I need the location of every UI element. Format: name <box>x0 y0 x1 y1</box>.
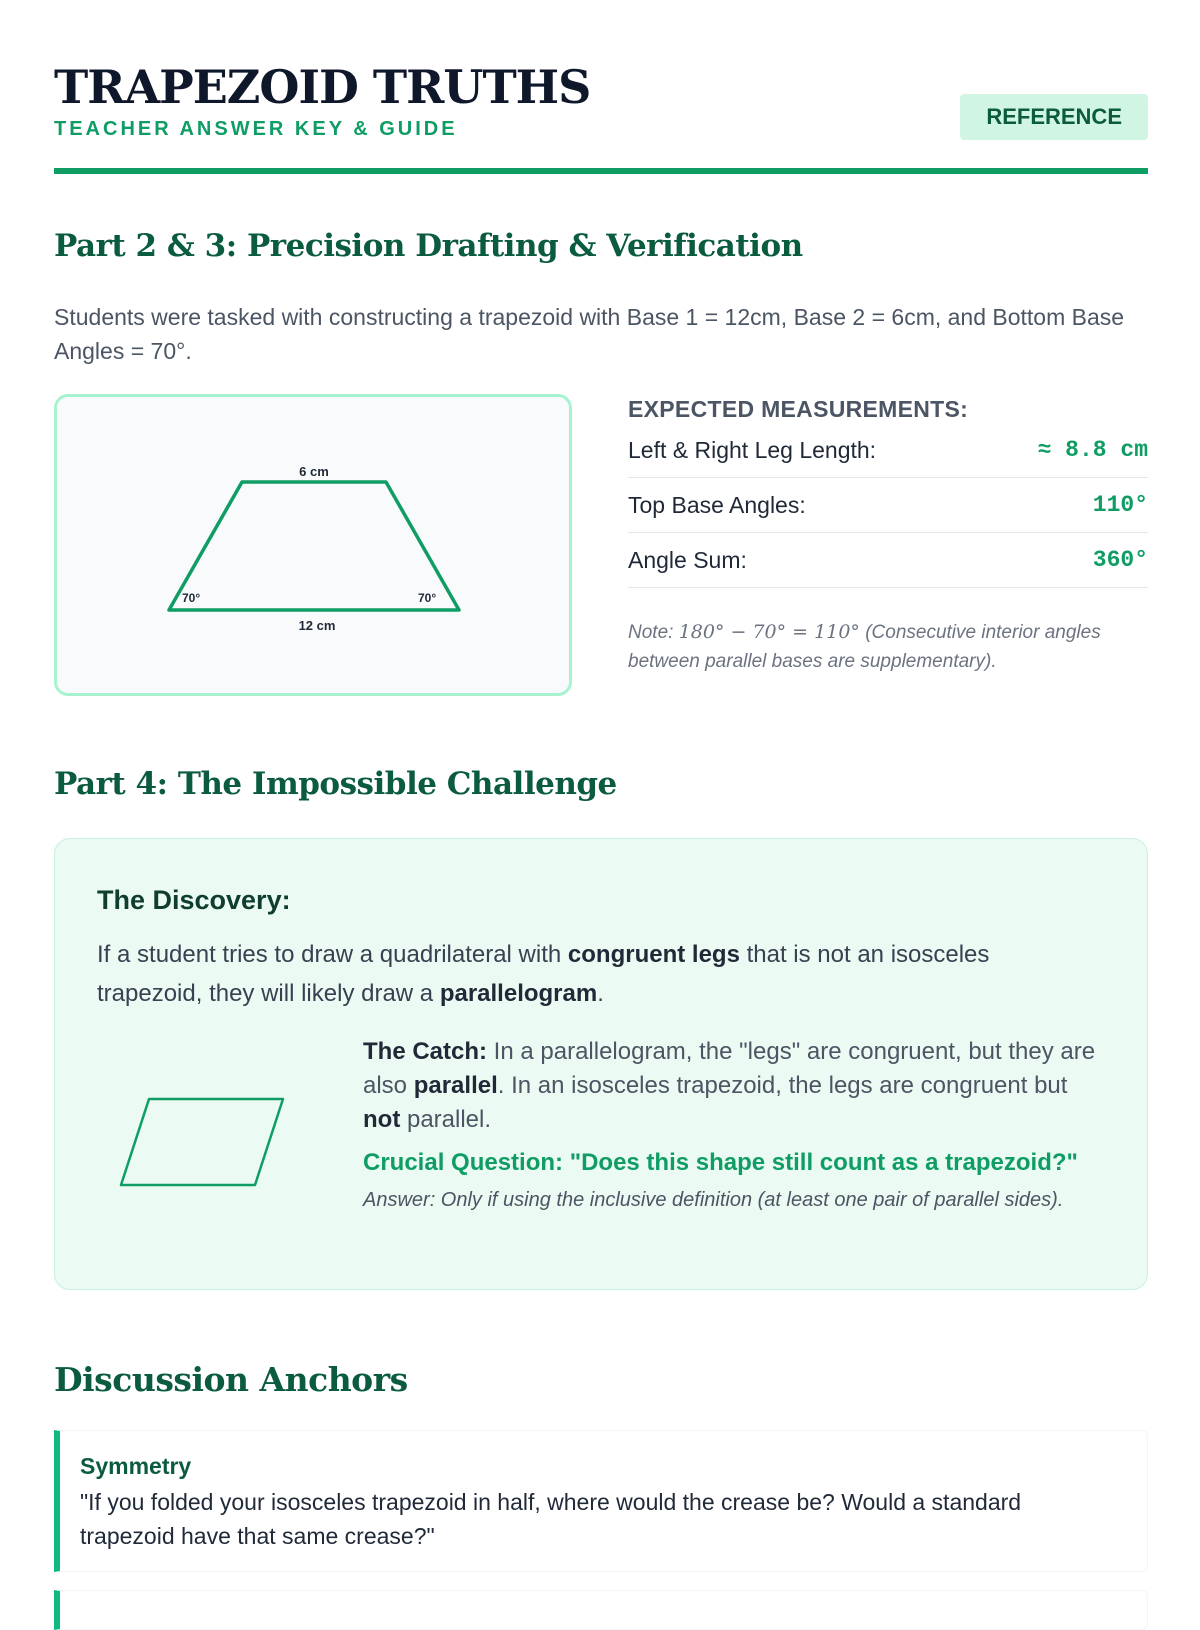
page-header <box>54 56 1148 174</box>
part23-heading: Part 2 & 3: Precision Drafting & Verification <box>54 228 803 264</box>
crucial-question: Crucial Question: "Does this shape still count as a trapezoid?" <box>363 1149 1078 1176</box>
discussion-anchor-symmetry <box>54 1430 1148 1572</box>
trapezoid-shape <box>169 482 459 610</box>
discovery-text-part: . <box>597 980 604 1007</box>
measurement-row <box>628 533 1148 588</box>
catch-label: The Catch: <box>363 1038 488 1065</box>
note-math: 180° − 70° = 110° <box>678 621 860 643</box>
catch-emphasis: not <box>363 1106 401 1133</box>
catch-text-part: . In an isosceles trapezoid, the legs are congruent but <box>497 1072 1068 1099</box>
catch-text-part: In a parallelogram, the "legs" are congruent, but they are also <box>363 1038 1096 1099</box>
measurement-label: Angle Sum: <box>628 546 747 573</box>
catch-text <box>363 1035 1103 1137</box>
discovery-emphasis: parallelogram <box>439 980 598 1007</box>
note-prefix: Note: <box>628 622 679 643</box>
discussion-heading: Discussion Anchors <box>54 1360 408 1399</box>
anchor-text: "If you folded your isosceles trapezoid in half, where would the crease be? Would a standard trapezoid have that same crease?" <box>80 1489 1022 1549</box>
trapezoid-diagram <box>57 397 569 693</box>
reference-badge: REFERENCE <box>960 94 1148 140</box>
part4-heading: Part 4: The Impossible Challenge <box>54 766 617 802</box>
measurement-label: Top Base Angles: <box>628 491 806 518</box>
right-angle-label: 70° <box>418 591 437 605</box>
discovery-text <box>97 935 1057 1013</box>
left-angle-label: 70° <box>182 591 201 605</box>
discovery-panel <box>54 838 1148 1290</box>
discussion-anchor-next <box>54 1590 1148 1630</box>
measurement-value: 360° <box>1092 547 1148 573</box>
measurement-value: 110° <box>1092 492 1148 518</box>
measurement-value: ≈ 8.8 cm <box>1037 437 1148 463</box>
trapezoid-figure-card <box>54 394 572 696</box>
parallelogram-shape <box>121 1099 283 1185</box>
discovery-title: The Discovery: <box>97 885 291 915</box>
measurement-note <box>628 618 1148 676</box>
page-title: TRAPEZOID TRUTHS <box>54 60 591 114</box>
measurement-label: Left & Right Leg Length: <box>628 436 877 463</box>
question-answer: Answer: Only if using the inclusive definition (at least one pair of parallel sides). <box>363 1189 1064 1211</box>
measurement-row <box>628 478 1148 533</box>
discovery-text-part: that is not an isosceles trapezoid, they will likely draw a <box>97 941 990 1007</box>
anchor-title: Symmetry <box>80 1453 192 1479</box>
part23-intro: Students were tasked with constructing a trapezoid with Base 1 = 12cm, Base 2 = 6cm, and Bottom Base Angles = 70°. <box>54 304 1125 364</box>
measurement-row <box>628 423 1148 478</box>
top-base-label: 6 cm <box>299 464 329 479</box>
parallelogram-diagram <box>115 1089 295 1189</box>
catch-text-part: parallel. <box>400 1106 492 1133</box>
bottom-base-label: 12 cm <box>298 618 336 633</box>
page-subtitle: TEACHER ANSWER KEY & GUIDE <box>54 118 458 140</box>
expected-measurements <box>628 394 1148 676</box>
discovery-emphasis: congruent legs <box>567 941 740 968</box>
note-suffix: (Consecutive interior angles between parallel bases are supplementary). <box>628 622 1101 672</box>
catch-emphasis: parallel <box>413 1072 498 1099</box>
discovery-text-part: If a student tries to draw a quadrilateral with <box>97 941 568 968</box>
measurements-title: EXPECTED MEASUREMENTS: <box>628 396 969 422</box>
